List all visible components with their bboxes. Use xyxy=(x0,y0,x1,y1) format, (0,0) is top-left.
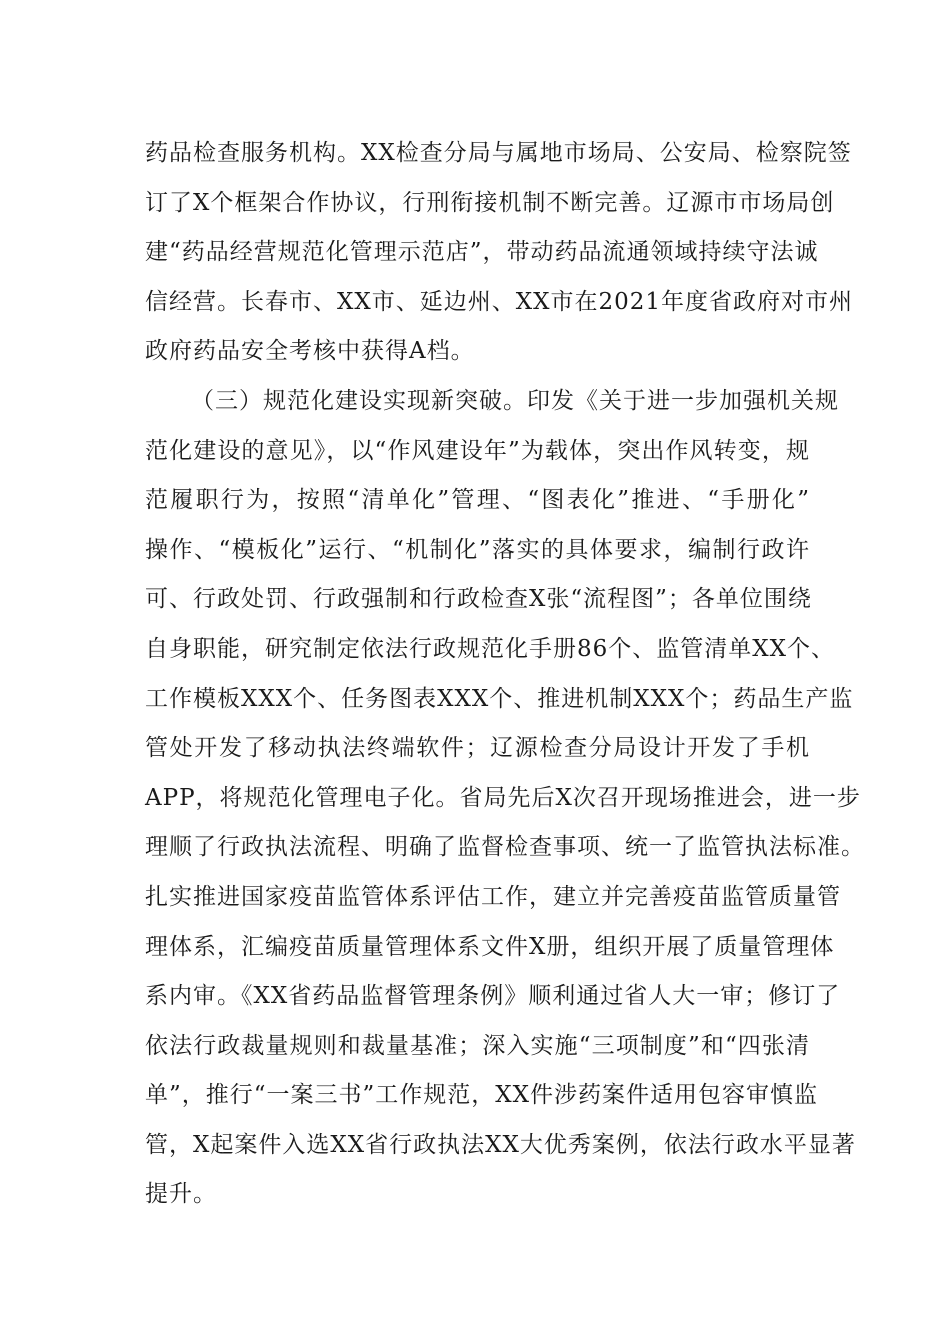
text-line: 政府药品安全考核中获得A档。 xyxy=(145,338,475,365)
text-line: 理体系，汇编疫苗质量管理体系文件X册，组织开展了质量管理体 xyxy=(145,933,835,960)
text-line: （三）规范化建设实现新突破。印发《关于进一步加强机关规 xyxy=(191,387,839,414)
paragraph xyxy=(145,377,865,1220)
text-line: 依法行政裁量规则和裁量基准；深入实施“三项制度”和“四张清 xyxy=(145,1032,810,1059)
text-line: 可、行政处罚、行政强制和行政检查X张“流程图”；各单位围绕 xyxy=(145,586,812,613)
text-line: 订了X个框架合作协议，行刑衔接机制不断完善。辽源市市场局创 xyxy=(145,189,835,216)
text-line: 理顺了行政执法流程、明确了监督检查事项、统一了监管执法标准。 xyxy=(145,834,865,861)
text-line: 药品检查服务机构。XX检查分局与属地市场局、公安局、检察院签 xyxy=(145,140,852,166)
document-body xyxy=(145,129,865,1220)
text-line: 自身职能，研究制定依法行政规范化手册86个、监管清单XX个、 xyxy=(145,635,836,662)
text-line: 信经营。长春市、XX市、延边州、XX市在2021年度省政府对市州 xyxy=(145,288,854,315)
text-line: 范履职行为，按照“清单化”管理、“图表化”推进、“手册化” xyxy=(145,487,810,514)
text-line: 系内审。《XX省药品监督管理条例》顺利通过省人大一审；修订了 xyxy=(145,983,841,1010)
text-line: 工作模板XXX个、任务图表XXX个、推进机制XXX个；药品生产监 xyxy=(145,685,854,712)
text-line: 管处开发了移动执法终端软件；辽源检查分局设计开发了手机 xyxy=(145,735,810,762)
text-line: 提升。 xyxy=(145,1181,217,1208)
paragraph xyxy=(145,129,854,377)
text-line: 管，X起案件入选XX省行政执法XX大优秀案例，依法行政水平显著 xyxy=(145,1131,856,1158)
text-line: 扎实推进国家疫苗监管体系评估工作，建立并完善疫苗监管质量管 xyxy=(145,883,841,910)
text-line: 范化建设的意见》，以“作风建设年”为载体，突出作风转变，规 xyxy=(145,437,810,464)
text-line: APP，将规范化管理电子化。省局先后X次召开现场推进会，进一步 xyxy=(145,784,861,811)
text-line: 操作、“模板化”运行、“机制化”落实的具体要求，编制行政许 xyxy=(145,536,810,563)
text-line: 单”，推行“一案三书”工作规范，XX件涉药案件适用包容审慎监 xyxy=(145,1082,819,1109)
text-line: 建“药品经营规范化管理示范店”，带动药品流通领域持续守法诚 xyxy=(145,239,819,266)
